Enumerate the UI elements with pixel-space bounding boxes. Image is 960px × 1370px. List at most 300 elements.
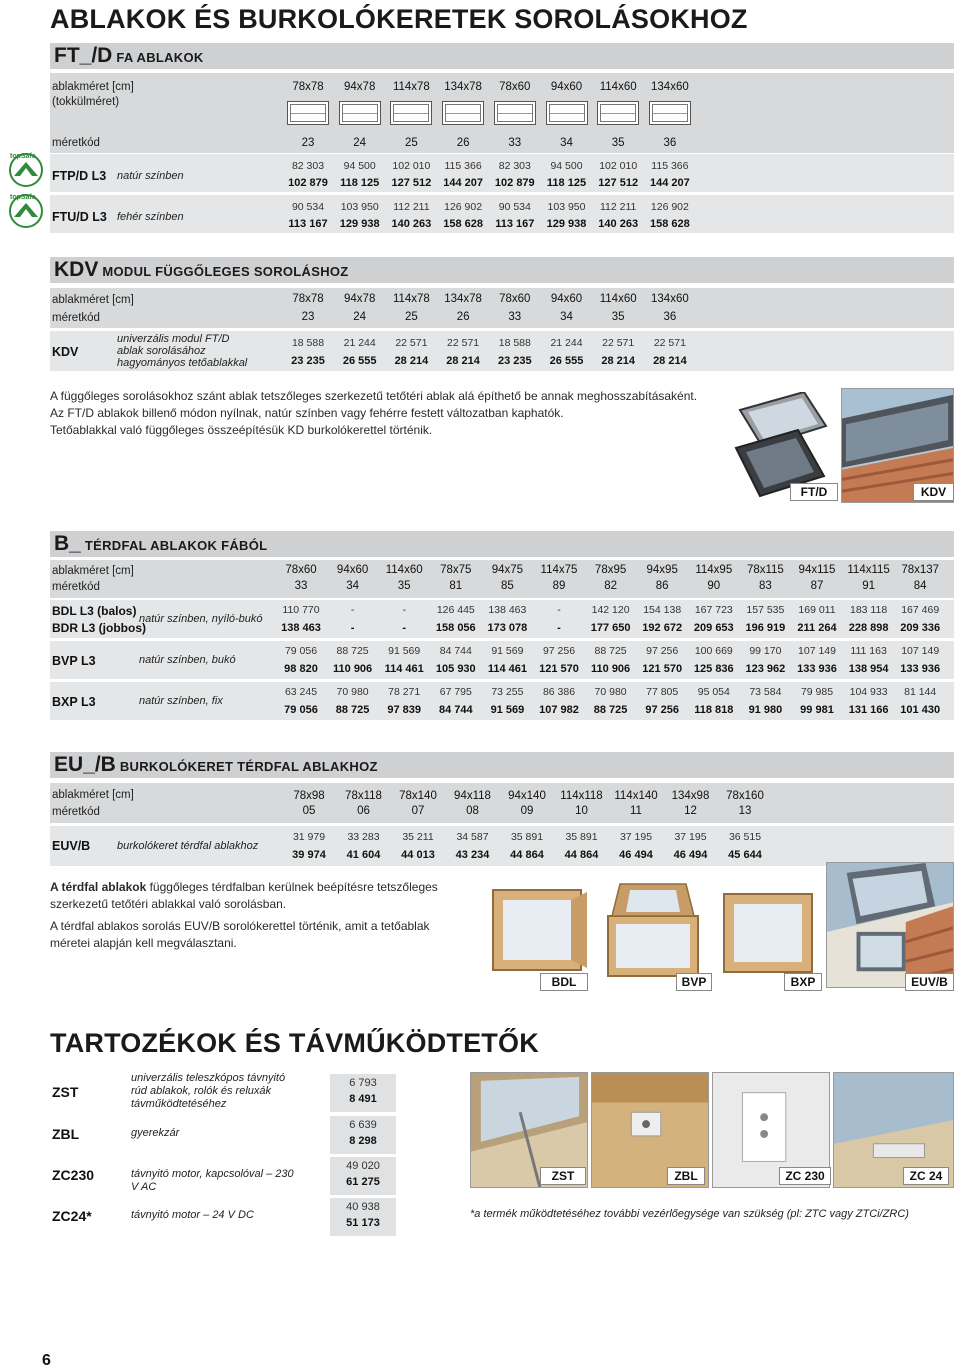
ft-size-cell: 134x78	[444, 81, 482, 93]
b-code-cell: 33	[294, 580, 308, 592]
price-net: 103 950	[547, 201, 586, 213]
price-net: 100 669	[694, 645, 733, 657]
price-gross: 158 056	[435, 622, 476, 634]
price-gross: 99 981	[800, 704, 834, 716]
kdv-size-cell: 78x78	[292, 293, 324, 305]
eu-row-desc: burkolókeret térdfal ablakhoz	[117, 840, 259, 852]
price-net: -	[557, 604, 561, 616]
kdv-code-label: méretkód	[52, 312, 100, 324]
ft-size-sub: (tokkülméret)	[52, 96, 120, 108]
price-net: 37 195	[619, 831, 653, 843]
ftd-caption: FT/D	[790, 483, 838, 501]
price-net: 21 244	[343, 337, 376, 349]
price-gross: 107 982	[539, 704, 579, 716]
acc-title: TARTOZÉKOK ÉS TÁVMŰKÖDTETŐK	[50, 1028, 539, 1058]
window-size-icon	[339, 101, 381, 125]
ft-row-name: FTP/D L3	[52, 169, 107, 183]
kdv-size-cell: 78x60	[499, 293, 531, 305]
b-code-cell: 87	[810, 580, 824, 592]
price-net: 110 770	[282, 604, 320, 616]
window-size-icon	[390, 101, 432, 125]
price-net: 88 725	[594, 645, 627, 657]
price-net: 94 500	[550, 160, 583, 172]
kdv-code-cell: 24	[353, 311, 367, 323]
ft-name: FA ABLAKOK	[116, 50, 204, 65]
price-net: 103 950	[340, 201, 379, 213]
price-net: 73 255	[491, 686, 524, 698]
price-gross: 97 256	[645, 704, 680, 716]
ft-size-cell: 94x78	[344, 81, 376, 93]
b-size-cell: 94x60	[336, 564, 369, 576]
ft-section-header	[50, 43, 954, 69]
price-gross: 133 936	[797, 663, 837, 675]
acc-price-gross: 8 298	[349, 1135, 377, 1147]
price-net: 126 902	[650, 201, 689, 213]
price-net: 77 805	[646, 686, 679, 698]
price-net: 82 303	[291, 160, 325, 172]
eu-size-cell: 78x118	[345, 790, 382, 802]
price-gross: 101 430	[900, 704, 941, 716]
ft-code-label: méretkód	[52, 137, 100, 149]
kdv-code-cell: 25	[404, 311, 418, 323]
price-net: 99 170	[749, 645, 782, 657]
b-row-desc: natúr színben, bukó	[139, 654, 236, 666]
kdv-name: MODUL FÜGGŐLEGES SOROLÁSHOZ	[102, 264, 349, 279]
price-net: 91 569	[491, 645, 524, 657]
b-size-cell: 94x75	[491, 564, 524, 576]
price-net: 35 211	[402, 831, 434, 843]
acc-name: ZBL	[52, 1126, 80, 1142]
price-gross: 140 263	[391, 218, 432, 230]
b-code-cell: 82	[604, 580, 617, 592]
price-net: 18 588	[291, 337, 325, 349]
acc-price-net: 6 793	[349, 1077, 377, 1089]
price-net: 183 118	[850, 604, 888, 616]
kdv-code-cell: 23	[301, 311, 315, 323]
b-row-name: BVP L3	[52, 654, 96, 668]
b-code-cell: 84	[913, 580, 927, 592]
price-gross: 118 818	[694, 704, 734, 716]
price-gross: 23 235	[497, 355, 532, 367]
price-gross: 28 214	[653, 355, 687, 367]
eu-caption: BVP	[676, 973, 712, 991]
price-net: 21 244	[550, 337, 583, 349]
b-size-cell: 94x115	[798, 564, 836, 576]
euvb-roof-photo	[826, 862, 954, 988]
price-net: 95 054	[697, 686, 730, 698]
price-gross: -	[350, 622, 355, 634]
b-size-cell: 78x75	[440, 564, 472, 576]
acc-name: ZST	[52, 1084, 79, 1100]
eu-row-name: EUV/B	[52, 839, 91, 853]
eu-paragraph-bold: A térdfal ablakok	[50, 880, 147, 894]
price-gross: 43 234	[455, 849, 490, 861]
window-size-icon	[546, 101, 588, 125]
price-gross: 133 936	[900, 663, 941, 675]
price-gross: 91 980	[748, 704, 783, 716]
price-gross: 144 207	[443, 177, 483, 189]
price-net: 31 979	[292, 831, 326, 843]
price-net: 167 469	[901, 604, 940, 616]
kdv-code-cell: 35	[611, 311, 625, 323]
b-code-cell: 85	[500, 580, 514, 592]
price-gross: 102 879	[494, 177, 535, 189]
price-net: 70 980	[594, 686, 627, 698]
b-size-label: ablakméret [cm]	[52, 565, 134, 577]
eu-name: BURKOLÓKERET TÉRDFAL ABLAKHOZ	[119, 759, 378, 774]
price-net: 154 138	[643, 604, 682, 616]
ft-code-cell: 33	[508, 137, 522, 149]
kdv-section-header	[50, 257, 954, 283]
ft-code-cell: 24	[353, 137, 367, 149]
price-gross: -	[402, 622, 407, 634]
price-gross: 138 954	[848, 663, 889, 675]
price-net: 34 587	[456, 831, 489, 843]
price-net: 18 588	[498, 337, 531, 349]
price-net: 142 120	[591, 604, 630, 616]
b-size-cell: 78x60	[285, 564, 317, 576]
price-net: 35 891	[565, 831, 598, 843]
ft-size-cell: 114x60	[599, 81, 637, 93]
price-net: 63 245	[284, 686, 318, 698]
eu-size-cell: 78x98	[293, 790, 325, 802]
window-size-icon	[597, 101, 639, 125]
ft-row-name: FTU/D L3	[52, 210, 107, 224]
eu-code-cell: 07	[411, 805, 425, 817]
eu-header-band	[50, 783, 954, 823]
price-gross: 140 263	[598, 218, 639, 230]
price-net: 112 211	[599, 201, 637, 213]
price-net: 115 366	[444, 160, 482, 172]
kdv-size-cell: 114x78	[392, 293, 430, 305]
ft-code-cell: 26	[456, 137, 470, 149]
price-net: 86 386	[542, 686, 576, 698]
price-net: 36 515	[728, 831, 762, 843]
b-size-cell: 78x95	[594, 564, 627, 576]
price-net: 102 010	[392, 160, 431, 172]
price-gross: -	[557, 622, 561, 634]
kdv-code-cell: 26	[456, 311, 470, 323]
b-code-cell: 89	[552, 580, 566, 592]
price-gross: 110 906	[333, 663, 373, 675]
price-gross: 28 214	[394, 355, 429, 367]
price-gross: 173 078	[487, 622, 528, 634]
price-gross: 177 650	[590, 622, 631, 634]
price-net: -	[350, 604, 355, 616]
b-size-cell: 114x95	[695, 564, 733, 576]
price-net: 97 256	[646, 645, 679, 657]
price-net: 126 445	[436, 604, 475, 616]
ft-size-cell: 134x60	[651, 81, 689, 93]
price-net: 91 569	[388, 645, 421, 657]
eu-code-cell: 05	[302, 805, 316, 817]
acc-price-net: 40 938	[346, 1201, 380, 1213]
b-row-name: BXP L3	[52, 695, 96, 709]
window-size-icon	[442, 101, 484, 125]
price-gross: 158 628	[443, 218, 483, 230]
acc-price-gross: 8 491	[349, 1093, 377, 1105]
price-net: 112 211	[393, 201, 430, 213]
price-net: 84 744	[439, 645, 472, 657]
acc-price-net: 49 020	[346, 1160, 380, 1172]
b-name: TÉRDFAL ABLAKOK FÁBÓL	[84, 538, 268, 553]
eu-code-cell: 08	[466, 805, 479, 817]
b-code: B_	[54, 532, 81, 555]
ft-code: FT_/D	[54, 44, 113, 67]
acc-name: ZC24*	[52, 1208, 92, 1224]
price-gross: 102 879	[288, 177, 328, 189]
eu-caption: EUV/B	[905, 973, 954, 991]
price-net: 70 980	[336, 686, 369, 698]
b-code-cell: 81	[449, 580, 463, 592]
ft-size-cell: 114x78	[392, 81, 430, 93]
price-gross: 26 555	[549, 355, 584, 367]
ft-size-cell: 78x78	[292, 81, 324, 93]
price-gross: 123 962	[745, 663, 786, 675]
kdv-row-desc: univerzális modul FT/D ablak sorolásához hagyományos tetőablakkal	[117, 333, 248, 369]
kdv-size-cell: 94x60	[550, 293, 583, 305]
eu-code: EU_/B	[54, 753, 116, 776]
bxp-window-photo	[712, 876, 824, 988]
b-size-cell: 94x95	[646, 564, 678, 576]
ft-code-cell: 36	[663, 137, 677, 149]
window-size-icon	[649, 101, 691, 125]
price-gross: 121 570	[539, 663, 579, 675]
price-net: 111 163	[850, 645, 887, 657]
price-gross: 113 167	[288, 218, 328, 230]
price-net: -	[402, 604, 406, 616]
kdv-paragraph-1: A függőleges sorolásokhoz szánt ablak tetszőleges szerkezetű tetőtéri ablak alá építhető be annak meghosszabításaként.	[50, 389, 698, 403]
price-gross: 44 013	[401, 849, 435, 861]
price-gross: 44 864	[510, 849, 544, 861]
eu-code-cell: 13	[738, 805, 752, 817]
acc-price-net: 6 639	[349, 1119, 377, 1131]
price-net: 35 891	[510, 831, 544, 843]
price-net: 107 149	[798, 645, 836, 657]
price-net: 67 795	[439, 686, 472, 698]
price-gross: 113 167	[495, 218, 535, 230]
acc-caption: ZC 230	[779, 1167, 831, 1185]
price-net: 169 011	[798, 604, 836, 616]
price-gross: 41 604	[346, 849, 381, 861]
b-code-label: méretkód	[52, 581, 100, 593]
acc-name: ZC230	[52, 1167, 95, 1183]
b-size-cell: 114x115	[847, 564, 890, 576]
price-net: 126 902	[444, 201, 483, 213]
price-gross: 125 836	[693, 663, 734, 675]
b-code-cell: 83	[758, 580, 772, 592]
price-gross: 192 672	[642, 622, 683, 634]
price-gross: 97 839	[387, 704, 422, 716]
price-net: 37 195	[674, 831, 707, 843]
bdl-window-photo	[475, 876, 595, 988]
price-net: 90 534	[291, 201, 325, 213]
kdv-row-name: KDV	[52, 345, 79, 359]
price-net: 97 256	[542, 645, 576, 657]
price-gross: 118 125	[340, 177, 380, 189]
price-gross: 91 569	[490, 704, 525, 716]
eu-paragraph-2: A térdfal ablakos sorolás EUV/B sorolókerettel történik, amit a tetőablak méretei alapján kell megválasztani.	[50, 919, 430, 950]
ft-size-cell: 78x60	[499, 81, 531, 93]
price-gross: 45 644	[728, 849, 762, 861]
b-row-name-2: BDR L3 (jobbos)	[52, 621, 146, 635]
price-net: 88 725	[336, 645, 369, 657]
ft-code-cell: 35	[611, 137, 625, 149]
price-gross: 23 235	[291, 355, 325, 367]
price-net: 94 500	[343, 160, 376, 172]
price-gross: 121 570	[642, 663, 683, 675]
topsafe-badge-text: topSafe	[10, 153, 36, 160]
eu-size-label: ablakméret [cm]	[52, 789, 134, 801]
acc-desc: univerzális teleszkópos távnyitó rúd ablakok, rolók és reluxák távműködtetéséhez	[131, 1072, 286, 1110]
price-gross: 127 512	[391, 177, 432, 189]
kdv-code-cell: 36	[663, 311, 677, 323]
price-net: 22 571	[395, 337, 428, 349]
price-gross: 105 930	[435, 663, 476, 675]
kdv-size-cell: 114x60	[599, 293, 637, 305]
b-code-cell: 34	[346, 580, 359, 592]
price-net: 90 534	[498, 201, 531, 213]
price-net: 138 463	[488, 604, 527, 616]
b-row-desc: natúr színben, fix	[139, 695, 223, 707]
price-gross: 127 512	[598, 177, 639, 189]
page-title: ABLAKOK ÉS BURKOLÓKERETEK SOROLÁSOKHOZ	[50, 4, 748, 34]
price-gross: 28 214	[601, 355, 636, 367]
ft-code-cell: 23	[301, 137, 315, 149]
price-gross: 44 864	[564, 849, 599, 861]
price-gross: 84 744	[438, 704, 473, 716]
b-row-desc: natúr színben, nyíló-bukó	[139, 613, 263, 625]
eu-size-cell: 114x140	[614, 790, 658, 802]
price-gross: 158 628	[650, 218, 690, 230]
acc-desc: távnyitó motor – 24 V DC	[131, 1209, 254, 1221]
price-gross: 196 919	[745, 622, 786, 634]
price-gross: 211 264	[797, 622, 837, 634]
eu-code-label: méretkód	[52, 806, 100, 818]
price-net: 22 571	[653, 337, 686, 349]
price-gross: 138 463	[281, 622, 321, 634]
price-net: 167 723	[694, 604, 733, 616]
price-gross: 209 336	[900, 622, 941, 634]
eu-code-cell: 11	[630, 805, 642, 817]
ft-row-desc: fehér színben	[117, 211, 184, 223]
price-gross: 46 494	[673, 849, 708, 861]
price-gross: 114 461	[384, 663, 424, 675]
price-gross: 114 461	[487, 663, 527, 675]
window-size-icon	[494, 101, 536, 125]
eu-size-cell: 114x118	[560, 790, 603, 802]
b-row-name: BDL L3 (balos)	[52, 604, 137, 618]
b-size-cell: 78x137	[901, 564, 940, 576]
eu-paragraph-1	[50, 879, 450, 912]
price-net: 22 571	[602, 337, 635, 349]
acc-footnote: *a termék működtetéséhez további vezérlőegysége van szükség (pl: ZTC vagy ZTCi/ZRC)	[470, 1208, 909, 1220]
price-gross: 26 555	[342, 355, 377, 367]
price-gross: 79 056	[284, 704, 318, 716]
eu-size-cell: 94x140	[508, 790, 546, 802]
eu-size-cell: 134x98	[671, 790, 710, 802]
price-net: 157 535	[746, 604, 785, 616]
ft-size-label: ablakméret [cm]	[52, 81, 134, 93]
price-net: 78 271	[388, 686, 421, 698]
ft-size-cell: 94x60	[550, 81, 583, 93]
kdv-size-cell: 134x60	[651, 293, 689, 305]
eu-code-cell: 06	[357, 805, 370, 817]
acc-caption: ZC 24	[903, 1167, 949, 1185]
kdv-paragraph-2: Az FT/D ablakok billenő módon nyílnak, natúr színben vagy fehérre festett változatban kaphatók.	[50, 406, 564, 420]
eu-code-cell: 10	[575, 805, 588, 817]
b-code-cell: 35	[397, 580, 411, 592]
b-code-cell: 91	[862, 580, 875, 592]
price-net: 22 571	[447, 337, 480, 349]
eu-size-cell: 94x118	[454, 790, 491, 802]
price-net: 115 366	[651, 160, 689, 172]
kdv-paragraph-3: Tetőablakkal való függőleges összeépítésük KD burkolókerettel történik.	[50, 423, 433, 437]
price-gross: 28 214	[446, 355, 480, 367]
eu-section-header	[50, 752, 954, 778]
price-net: 79 056	[284, 645, 318, 657]
acc-caption: ZST	[540, 1167, 586, 1185]
price-gross: 98 820	[284, 663, 318, 675]
eu-paragraph-rest: függőleges térdfalban kerülnek beépítésre tetszőleges szerkezetű tetőtéri ablakkal való sorolásban.	[50, 880, 438, 911]
eu-code-cell: 09	[520, 805, 534, 817]
eu-caption: BXP	[784, 973, 822, 991]
eu-code-cell: 12	[684, 805, 697, 817]
kdv-code-cell: 33	[508, 311, 522, 323]
eu-size-cell: 78x160	[726, 790, 764, 802]
price-gross: 228 898	[848, 622, 889, 634]
b-code-cell: 86	[655, 580, 669, 592]
b-size-cell: 114x75	[540, 564, 578, 576]
b-code-cell: 90	[707, 580, 721, 592]
topsafe-badge-text: topSafe	[10, 194, 36, 201]
price-gross: 129 938	[339, 218, 380, 230]
price-net: 102 010	[599, 160, 638, 172]
acc-desc: távnyitó motor, kapcsolóval – 230 V AC	[131, 1168, 294, 1193]
price-net: 79 985	[800, 686, 834, 698]
price-gross: 46 494	[619, 849, 653, 861]
acc-caption: ZBL	[667, 1167, 705, 1185]
price-net: 104 933	[849, 686, 888, 698]
acc-price-gross: 61 275	[346, 1176, 380, 1188]
price-gross: 39 974	[292, 849, 326, 861]
window-size-icon	[287, 101, 329, 125]
kdv-size-cell: 94x78	[344, 293, 376, 305]
acc-desc: gyerekzár	[131, 1127, 180, 1139]
b-size-cell: 114x60	[385, 564, 423, 576]
kdv-caption: KDV	[913, 483, 954, 501]
price-gross: 209 653	[693, 622, 734, 634]
price-net: 33 283	[347, 831, 380, 843]
b-size-cell: 78x115	[746, 564, 784, 576]
price-net: 107 149	[901, 645, 940, 657]
kdv-code-cell: 34	[560, 311, 573, 323]
price-gross: 88 725	[593, 704, 628, 716]
price-gross: 110 906	[591, 663, 631, 675]
price-gross: 129 938	[546, 218, 587, 230]
eu-size-cell: 78x140	[399, 790, 437, 802]
b-section-header	[50, 531, 954, 557]
price-gross: 131 166	[848, 704, 889, 716]
price-gross: 88 725	[335, 704, 370, 716]
page-number: 6	[42, 1352, 51, 1369]
price-gross: 144 207	[650, 177, 690, 189]
price-gross: 118 125	[546, 177, 587, 189]
eu-caption: BDL	[540, 973, 588, 991]
kdv-size-label: ablakméret [cm]	[52, 294, 134, 306]
kdv-size-cell: 134x78	[444, 293, 482, 305]
ft-code-cell: 25	[404, 137, 418, 149]
